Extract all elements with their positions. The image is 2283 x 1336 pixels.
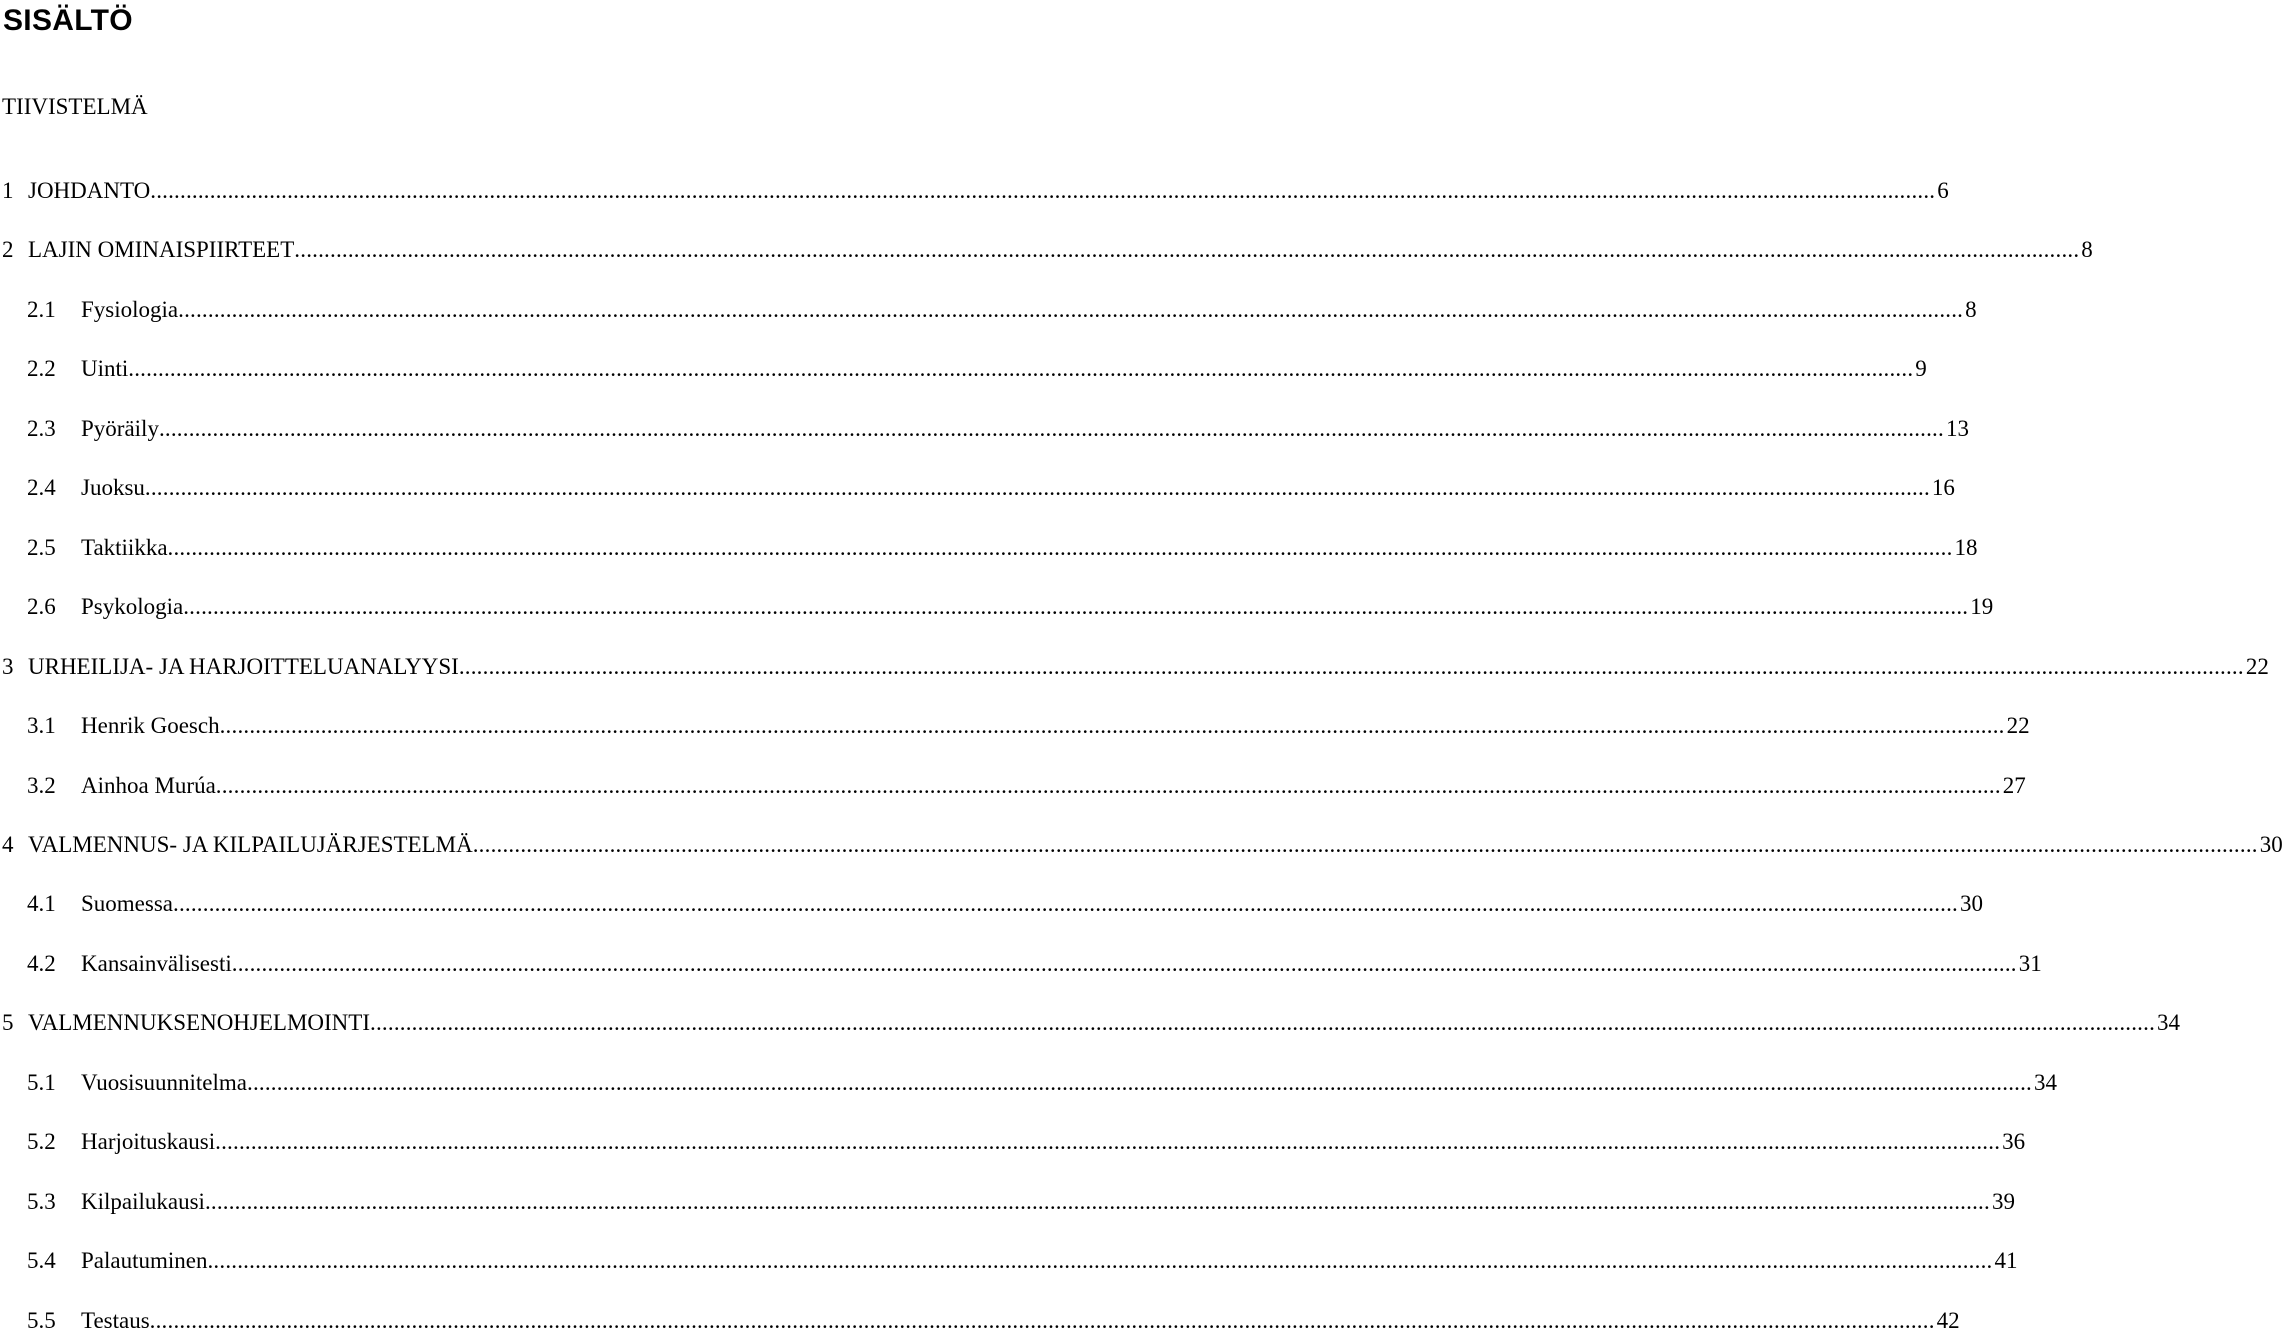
toc-entry-page: 18	[1954, 534, 1978, 560]
toc-entry-page: 27	[2002, 772, 2026, 798]
toc-entry-title: LAJIN OMINAISPIIRTEET	[28, 237, 295, 263]
toc-entry[interactable]	[2, 176, 1949, 206]
toc-entry-number: 5.2	[27, 1129, 56, 1155]
toc-dot-leader: ............................................................................................................................................................................................................................................................................................................	[219, 713, 2005, 739]
toc-entry-number: 3.2	[27, 772, 56, 798]
toc-dot-leader: ............................................................................................................................................................................................................................................................................................................	[370, 1010, 2156, 1036]
toc-entry[interactable]	[2, 830, 2283, 860]
toc-entry-number: 2.5	[27, 534, 56, 560]
toc-entry[interactable]	[27, 1068, 2057, 1098]
toc-dot-leader: ............................................................................................................................................................................................................................................................................................................	[149, 1307, 1935, 1333]
toc-entry-page: 22	[2006, 713, 2030, 739]
toc-entry-number: 2	[2, 237, 14, 263]
toc-dot-leader: ............................................................................................................................................................................................................................................................................................................	[178, 296, 1964, 322]
toc-entry-number: 2.1	[27, 296, 56, 322]
toc-dot-leader: ............................................................................................................................................................................................................................................................................................................	[128, 356, 1914, 382]
toc-entry-page: 30	[1960, 891, 1983, 917]
toc-entry-page: 30	[2259, 831, 2283, 857]
toc-entry-number: 1	[2, 178, 14, 203]
toc-entry-title: Fysiologia	[81, 296, 179, 322]
toc-entry[interactable]	[27, 533, 1978, 563]
toc-dot-leader: ............................................................................................................................................................................................................................................................................................................	[294, 237, 2080, 263]
toc-dot-leader: ............................................................................................................................................................................................................................................................................................................	[173, 891, 1958, 917]
toc-entry-number: 5.4	[27, 1248, 56, 1274]
toc-entry[interactable]	[27, 473, 1955, 503]
toc-entry[interactable]	[27, 295, 1977, 325]
toc-dot-leader: ............................................................................................................................................................................................................................................................................................................	[215, 1129, 2001, 1155]
toc-entry[interactable]	[27, 354, 1927, 384]
toc-entry[interactable]	[27, 414, 1969, 444]
toc-entry-title: JOHDANTO	[28, 178, 151, 203]
toc-entry-title: Uinti	[81, 356, 129, 382]
toc-entry-number: 4	[2, 831, 14, 857]
toc-entry-title: Kilpailukausi	[81, 1188, 205, 1214]
toc-dot-leader: ............................................................................................................................................................................................................................................................................................................	[144, 475, 1930, 501]
toc-entry[interactable]	[2, 235, 2093, 265]
toc-entry-page: 31	[2018, 950, 2042, 976]
toc-entry-title: Harjoituskausi	[81, 1129, 216, 1155]
toc-entry-page: 34	[2034, 1069, 2057, 1095]
toc-entry-number: 5.1	[27, 1069, 56, 1095]
toc-entry-number: 4.1	[27, 891, 56, 917]
toc-entry-number: 3	[2, 653, 14, 679]
toc-dot-leader: ............................................................................................................................................................................................................................................................................................................	[215, 772, 2001, 798]
toc-dot-leader: ............................................................................................................................................................................................................................................................................................................	[183, 594, 1969, 620]
toc-entry-number: 2.6	[27, 594, 56, 620]
toc-entry-title: URHEILIJA- JA HARJOITTELUANALYYSI	[28, 653, 459, 679]
toc-entry-number: 4.2	[27, 950, 56, 976]
toc-entry-page: 36	[2002, 1129, 2026, 1155]
toc-entry[interactable]	[2, 652, 2269, 682]
toc-entry[interactable]	[27, 1127, 2026, 1157]
toc-dot-leader: ............................................................................................................................................................................................................................................................................................................	[167, 534, 1953, 560]
toc-entry[interactable]	[27, 592, 1994, 622]
toc-dot-leader: ............................................................................................................................................................................................................................................................................................................	[150, 178, 1936, 203]
toc-dot-leader: ............................................................................................................................................................................................................................................................................................................	[204, 1188, 1990, 1214]
toc-entry-page: 39	[1991, 1188, 2015, 1214]
toc-dot-leader: ............................................................................................................................................................................................................................................................................................................	[207, 1248, 1993, 1274]
toc-entry[interactable]	[27, 949, 2042, 979]
toc-entry-title: Ainhoa Murúa	[81, 772, 216, 798]
toc-entry-title: Henrik Goesch	[81, 713, 220, 739]
toc-entry[interactable]	[27, 889, 1983, 919]
toc-entry-title: Juoksu	[81, 475, 145, 501]
toc-entry-title: Psykologia	[81, 594, 184, 620]
toc-entry[interactable]	[27, 771, 2026, 801]
toc-entry-title: Testaus	[81, 1307, 150, 1333]
toc-entry-page: 8	[1965, 296, 1977, 322]
toc-entry-title: Kansainvälisesti	[81, 950, 232, 976]
toc-entry-number: 2.3	[27, 415, 56, 441]
toc-entry-page: 41	[1994, 1248, 2018, 1274]
toc-entry-number: 5	[2, 1010, 14, 1036]
toc-entry-title: Pyöräily	[81, 415, 159, 441]
toc-entry-title: Vuosisuunnitelma	[81, 1069, 247, 1095]
toc-entry-number: 3.1	[27, 713, 56, 739]
toc-entry[interactable]	[2, 1008, 2181, 1038]
toc-entry-page: 6	[1937, 178, 1949, 203]
toc-entry-page: 42	[1936, 1307, 1960, 1333]
toc-entry-number: 2.4	[27, 475, 56, 501]
toc-entry[interactable]	[27, 1246, 2018, 1276]
toc-entry-title: Palautuminen	[81, 1248, 208, 1274]
toc-entry[interactable]	[27, 1187, 2015, 1217]
toc-dot-leader: ............................................................................................................................................................................................................................................................................................................	[472, 831, 2258, 857]
toc-dot-leader: ............................................................................................................................................................................................................................................................................................................	[247, 1069, 2032, 1095]
toc-entry-title: VALMENNUS- JA KILPAILUJÄRJESTELMÄ	[28, 831, 473, 857]
toc-entry[interactable]	[27, 1306, 1960, 1336]
toc-entry-page: 34	[2157, 1010, 2181, 1036]
toc-entry-page: 13	[1945, 415, 1969, 441]
toc-entry-page: 8	[2081, 237, 2093, 263]
abstract-label: TIIVISTELMÄ	[2, 94, 148, 119]
page-title: SISÄLTÖ	[3, 4, 133, 37]
toc-entry-number: 2.2	[27, 356, 56, 382]
toc-entry-page: 22	[2245, 653, 2269, 679]
toc-entry-number: 5.3	[27, 1188, 56, 1214]
toc-dot-leader: ............................................................................................................................................................................................................................................................................................................	[458, 653, 2244, 679]
toc-entry-title: VALMENNUKSENOHJELMOINTI	[28, 1010, 371, 1036]
toc-dot-leader: ............................................................................................................................................................................................................................................................................................................	[231, 950, 2017, 976]
toc-entry-number: 5.5	[27, 1307, 56, 1333]
toc-entry[interactable]	[27, 711, 2030, 741]
toc-entry-page: 16	[1931, 475, 1955, 501]
toc-entry-page: 19	[1970, 594, 1994, 620]
toc-entry-title: Suomessa	[81, 891, 173, 917]
toc-dot-leader: ............................................................................................................................................................................................................................................................................................................	[158, 415, 1944, 441]
toc-entry-page: 9	[1915, 356, 1927, 382]
toc-entry-title: Taktiikka	[81, 534, 168, 560]
